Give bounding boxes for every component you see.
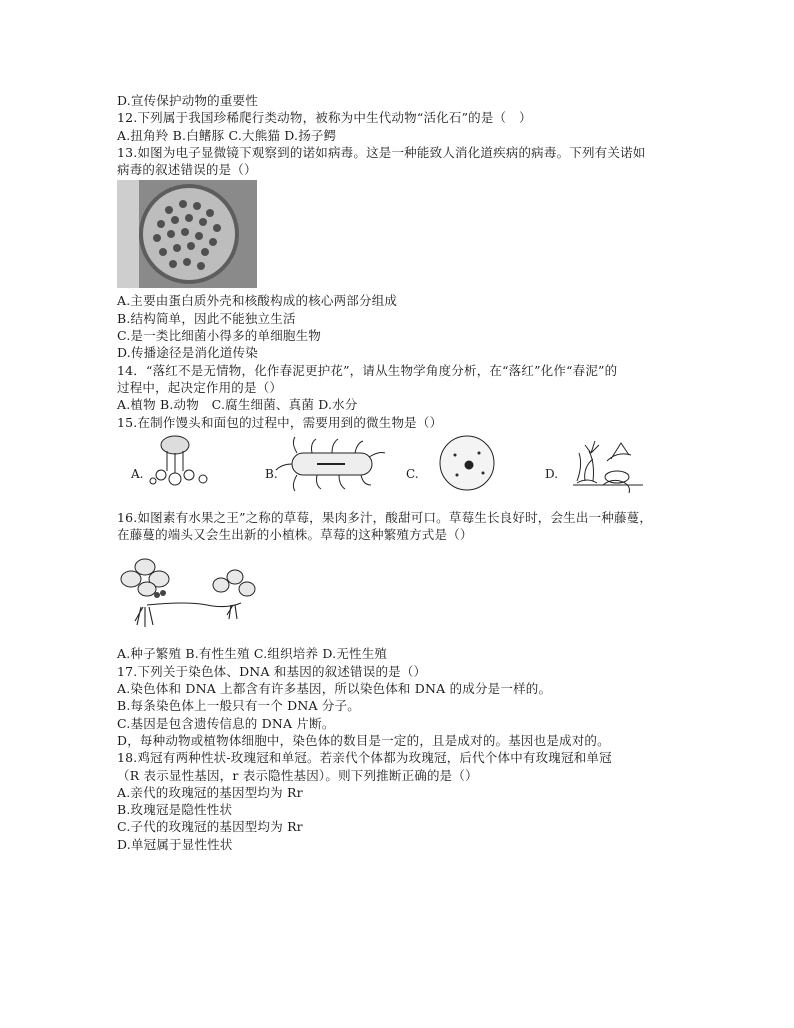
q13-option-c: C.是一类比细菌小得多的单细胞生物: [117, 328, 321, 344]
microbe-label-a: A.: [131, 466, 144, 481]
question-18-cont: （R 表示显性基因，r 表示隐性基因）。则下列推断正确的是（）: [117, 767, 478, 783]
microbes-figure: [117, 433, 677, 495]
question-16: 16.如图素有水果之王”之称的草莓，果肉多汁，酸甜可口。草莓生长良好时，会生出一种藤蔓，: [117, 509, 653, 525]
question-14-cont: 过程中，起决定作用的是（）: [117, 379, 283, 395]
q18-option-d: D.单冠属于显性性状: [117, 836, 233, 852]
q13-option-a: A.主要由蛋白质外壳和核酸构成的核心两部分组成: [117, 293, 398, 309]
yeast-drawing: [440, 436, 494, 490]
strawberry-runner-figure: [117, 545, 262, 643]
q18-option-a: A.亲代的玫瑰冠的基因型均为 Rr: [117, 784, 303, 800]
question-16-cont: 在藤蔓的端头又会生出新的小植株。草莓的这种繁殖方式是（）: [117, 527, 473, 543]
question-12: 12.下列属于我国珍稀爬行类动物，被称为中生代动物“活化石”的是（ ）: [117, 110, 532, 126]
bacterium-drawing: [276, 437, 385, 491]
microbe-label-c: C.: [406, 466, 419, 481]
text-block-middle: [117, 292, 677, 430]
text-block-q16: [117, 509, 677, 544]
q17-option-d: D，每种动物或植物体细胞中，染色体的数目是一定的，且是成对的。基因也是成对的。: [117, 732, 610, 748]
q18-option-b: B.玫瑰冠是隐性性状: [117, 802, 233, 818]
question-12-options: A.扭角羚 B.白鳍豚 C.大熊猫 D.扬子鳄: [117, 127, 337, 143]
question-17: 17.下列关于染色体、DNA 和基因的叙述错误的是（）: [117, 663, 427, 679]
question-13-cont: 病毒的叙述错误的是（）: [117, 162, 257, 178]
mushroom-mold-drawing: [573, 441, 643, 493]
text-block-bottom: [117, 645, 677, 853]
q16-options: A.种子繁殖 B.有性生殖 C.组织培养 D.无性生殖: [117, 646, 388, 662]
norovirus-micrograph: [117, 180, 257, 288]
exam-page: [117, 92, 677, 853]
q18-option-c: C.子代的玫瑰冠的基因型均为 Rr: [117, 819, 303, 835]
mold-drawing: [150, 436, 207, 485]
question-14-options: A.植物 B.动物 C.腐生细菌、真菌 D.水分: [117, 397, 358, 413]
microbe-label-b: B.: [265, 466, 278, 481]
text-line: D.宣传保护动物的重要性: [117, 93, 258, 108]
q17-option-c: C.基因是包含遗传信息的 DNA 片断。: [117, 715, 335, 731]
q13-option-b: B.结构简单，因此不能独立生活: [117, 310, 296, 326]
q13-option-d: D.传播途径是消化道传染: [117, 345, 258, 361]
q17-option-a: A.染色体和 DNA 上都含有许多基因，所以染色体和 DNA 的成分是一样的。: [117, 681, 552, 697]
question-13: 13.如图为电子显微镜下观察到的诺如病毒。这是一种能致人消化道疾病的病毒。下列有关诺如: [117, 144, 646, 160]
question-18: 18.鸡冠有两种性状-玫瑰冠和单冠。若亲代个体都为玫瑰冠，后代个体中有玫瑰冠和单冠: [117, 750, 612, 766]
microbe-label-d: D.: [545, 466, 559, 481]
text-block-top: [117, 92, 677, 178]
question-15: 15.在制作馒头和面包的过程中，需要用到的微生物是（）: [117, 414, 443, 430]
q17-option-b: B.每条染色体上一般只有一个 DNA 分子。: [117, 698, 360, 714]
question-14: 14．“落红不是无情物，化作春泥更护花”，请从生物学角度分析，在“落红”化作“春泥”的: [117, 362, 618, 378]
